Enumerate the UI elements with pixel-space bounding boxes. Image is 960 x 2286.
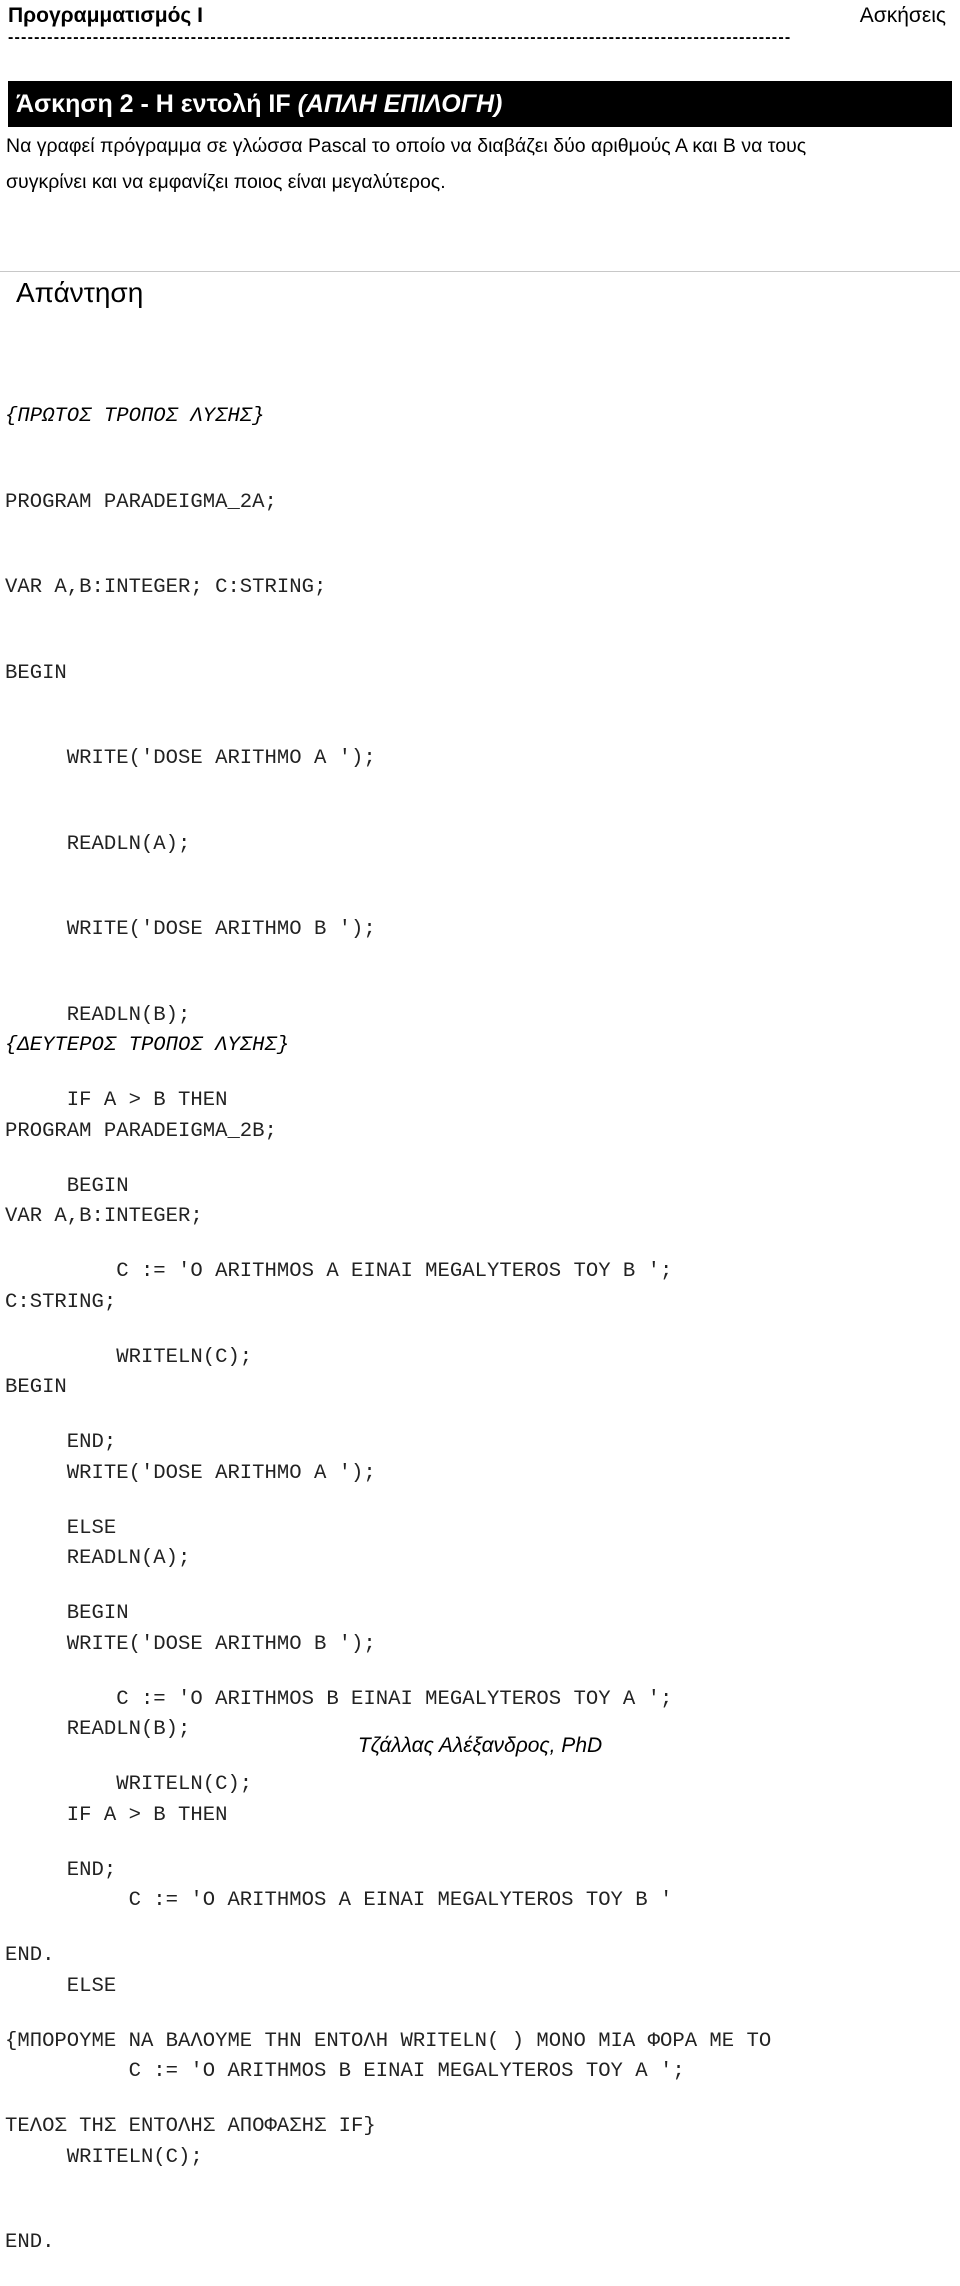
answer-heading: Απάντηση bbox=[16, 277, 144, 308]
code-line: IF A > B THEN bbox=[5, 1803, 228, 1827]
code-line: READLN(A); bbox=[5, 1547, 191, 1570]
code-line: WRITELN(C); bbox=[5, 1773, 253, 1796]
code-line: READLN(B); bbox=[5, 1718, 191, 1741]
exercise-title bbox=[16, 88, 502, 120]
code-line: END; bbox=[5, 1858, 117, 1882]
code-line: C := 'O ARITHMOS B EINAI MEGALYTEROS TOY A '; bbox=[5, 2060, 685, 2083]
exercise-title-plain: Άσκηση 2 - Η εντολή IF bbox=[16, 90, 298, 118]
code-line: VAR A,B:INTEGER; C:STRING; bbox=[5, 576, 327, 599]
code-line: END. bbox=[5, 2231, 55, 2254]
code-line: PROGRAM PARADEIGMA_2A; bbox=[5, 490, 277, 514]
code-line: IF A > B THEN bbox=[5, 1089, 228, 1112]
code-line: VAR A,B:INTEGER; bbox=[5, 1205, 203, 1228]
code-comment-line: {ΜΠΟΡΟΥΜΕ ΝΑ ΒΑΛΟΥΜΕ ΤΗΝ ΕΝΤΟΛΗ WRITELN( ) ΜΟΝΟ ΜΙΑ ΦΟΡΑ ΜΕ ΤΟ bbox=[5, 2029, 772, 2053]
code-line: C:STRING; bbox=[5, 1290, 117, 1314]
code-line: BEGIN bbox=[5, 1602, 129, 1625]
code-line: C := 'O ARITHMOS A EINAI MEGALYTEROS TOY B '; bbox=[5, 1260, 673, 1283]
code-line: WRITELN(C); bbox=[5, 2145, 203, 2169]
statement-line: συγκρίνει και να εμφανίζει ποιος είναι μεγαλύτερος. bbox=[6, 171, 446, 193]
code-line: WRITE('DOSE ARITHMO B '); bbox=[5, 1632, 376, 1656]
code-comment-line: ΤΕΛΟΣ ΤΗΣ ΕΝΤΟΛΗΣ ΑΠΟΦΑΣΗΣ IF} bbox=[5, 2115, 376, 2138]
section-label: Ασκήσεις bbox=[859, 4, 946, 27]
code-line: ELSE bbox=[5, 1516, 117, 1540]
code-line: PROGRAM PARADEIGMA_2B; bbox=[5, 1119, 277, 1143]
code-line: END. bbox=[5, 1944, 55, 1967]
exercise-statement bbox=[6, 128, 954, 200]
code-line: WRITE('DOSE ARITHMO B '); bbox=[5, 918, 376, 941]
code-line: ELSE bbox=[5, 1974, 117, 1998]
header-dashed-rule: ------------------------------------------------------------------------------------------------------------------------ bbox=[8, 30, 792, 46]
exercise-title-italic: (ΑΠΛΗ ΕΠΙΛΟΓΗ) bbox=[297, 90, 503, 118]
code-line: END; bbox=[5, 1431, 117, 1454]
answer-divider bbox=[0, 271, 960, 272]
exercise-title-bar bbox=[8, 81, 952, 127]
code-line: READLN(A); bbox=[5, 832, 191, 856]
code-line: BEGIN bbox=[5, 1376, 67, 1399]
footer-author: Τζάλλας Αλέξανδρος, PhD bbox=[357, 1734, 603, 1757]
course-title: Προγραμματισμός Ι bbox=[8, 4, 204, 27]
code-line: READLN(B); bbox=[5, 1003, 191, 1027]
code-line: C := 'O ARITHMOS A EINAI MEGALYTEROS TOY B ' bbox=[5, 1889, 673, 1912]
solution-2-code-block bbox=[5, 975, 955, 2286]
code-line: WRITELN(C); bbox=[5, 1345, 253, 1369]
solution-1-heading: {ΠΡΩΤΟΣ ΤΡΟΠΟΣ ΛΥΣΗΣ} bbox=[5, 405, 265, 428]
code-line: BEGIN bbox=[5, 661, 67, 685]
code-line: C := 'O ARITHMOS B EINAI MEGALYTEROS TOY A '; bbox=[5, 1687, 673, 1711]
code-line: WRITE('DOSE ARITHMO A '); bbox=[5, 747, 376, 770]
code-line: WRITE('DOSE ARITHMO A '); bbox=[5, 1461, 376, 1485]
statement-line: Να γραφεί πρόγραμμα σε γλώσσα Pascal το οποίο να διαβάζει δύο αριθμούς Α και Β να τους bbox=[6, 135, 807, 157]
page-header bbox=[0, 0, 960, 48]
code-line: BEGIN bbox=[5, 1174, 129, 1198]
solution-2-heading: {ΔΕΥΤΕΡΟΣ ΤΡΟΠΟΣ ΛΥΣΗΣ} bbox=[5, 1034, 290, 1057]
